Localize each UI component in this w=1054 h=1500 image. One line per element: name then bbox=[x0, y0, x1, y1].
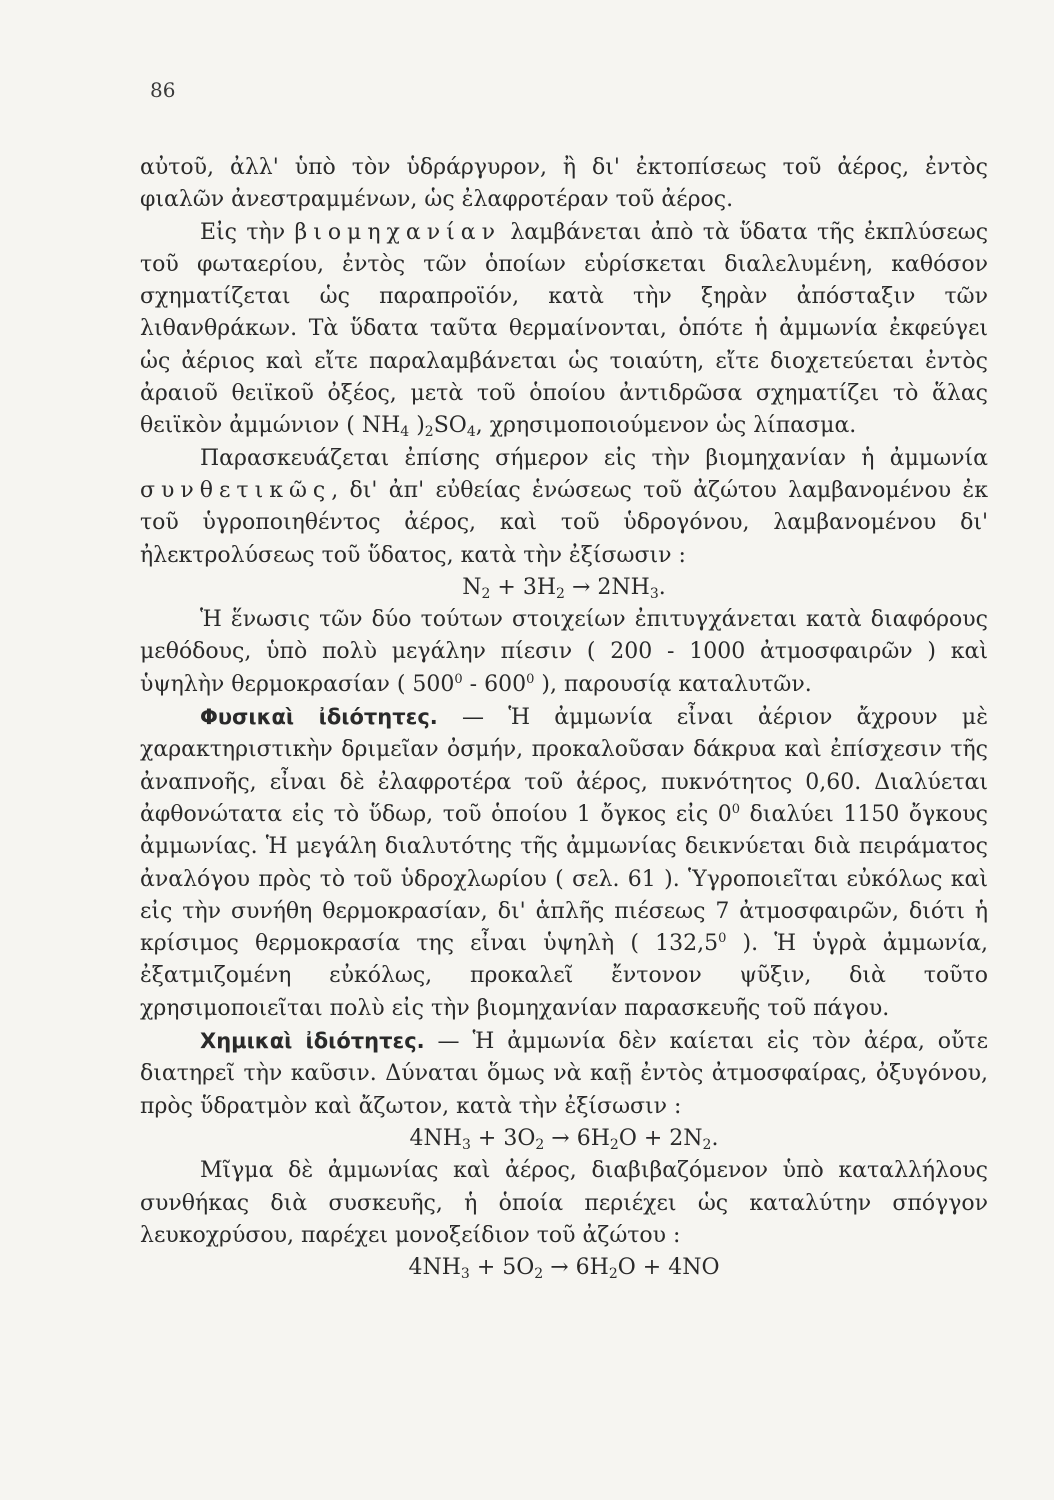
spaced-emphasis: βιομηχανίαν bbox=[294, 219, 501, 245]
spaced-emphasis: συνθετικῶς bbox=[140, 477, 332, 503]
page-body bbox=[140, 152, 988, 1284]
equation-ammonia-synthesis: $N_2 + 3H_2 \to 2NH_3$. bbox=[462, 574, 666, 602]
paragraph-chemical-properties: Χημικαὶ ἰδιότητες. — Ἡ ἀμμωνία δὲν καίεται εἰς τὸν ἀέρα, οὔτε διατηρεῖ τὴν καῦσιν. Δύναται ὅμως νὰ καῇ ἐντὸς ἀτμοσφαίρας, ὀξυγόνου, πρὸς ὕδρατμὸν καὶ ἄζωτον, κατὰ τὴν ἐξίσωσιν : bbox=[140, 1029, 988, 1119]
paragraph-industrial-production: Εἰς τὴν βιομηχανίαν λαμβάνεται ἀπὸ τὰ ὕδατα τῆς ἐκπλύσεως τοῦ φωταερίου, ἐντὸς τῶν ὁποίων εὑρίσκεται διαλελυμένη, καθόσον σχηματίζεται ὡς παραπροϊόν, κατὰ τὴν ξηρὰν ἀπόσταξιν τῶν λιθανθράκων. Τὰ ὕδατα ταῦτα θερμαίνονται, ὁπότε ἡ ἀμμωνία ἐκφεύγει ὡς ἀέριος καὶ εἴτε παραλαμβάνεται ὡς τοιαύτη, εἴτε διοχετεύεται ἐντὸς ἀραιοῦ θειϊκοῦ ὀξέος, μετὰ τοῦ ὁποίου ἀντιδρῶσα σχηματίζει τὸ ἅλας θειϊκὸν ἀμμώνιον ( $NH_4$ )$_2SO_4$, χρησιμοποιούμενον ὡς λίπασμα. bbox=[140, 219, 989, 441]
section-heading-physical: Φυσικαὶ ἰδιότητες. bbox=[200, 705, 438, 730]
paragraph-physical-properties: Φυσικαὶ ἰδιότητες. — Ἡ ἀμμωνία εἶναι ἀέριον ἄχρουν μὲ χαρακτηριστικὴν δριμεῖαν ὀσμήν, προκαλοῦσαν δάκρυα καὶ ἐπίσχεσιν τῆς ἀναπνοῆς, εἶναι δὲ ἐλαφροτέρα τοῦ ἀέρος, πυκνότητος 0,60. Διαλύεται ἀφθονώτατα εἰς τὸ ὕδωρ, τοῦ ὁποίου 1 ὄγκος εἰς $0^0$ διαλύει 1150 ὄγκους ἀμμωνίας. Ἡ μεγάλη διαλυτότης τῆς ἀμμωνίας δεικνύεται διὰ πειράματος ἀναλόγου πρὸς τὸ τοῦ ὑδροχλωρίου ( σελ. 61 ). Ὑγροποιεῖται εὐκόλως καὶ εἰς τὴν συνήθη θερμοκρασίαν, δι' ἁπλῆς πιέσεως 7 ἀτμοσφαιρῶν, διότι ἡ κρίσιμος θερμοκρασία της εἶναι ὑψηλὴ ( 132,5$^0$ ). Ἡ ὑγρὰ ἀμμωνία, ἐξατμιζομένη εὐκόλως, προκαλεῖ ἔντονον ψῦξιν, διὰ τοῦτο χρησιμοποιεῖται πολὺ εἰς τὴν βιομηχανίαν παρασκευῆς τοῦ πάγου. bbox=[140, 705, 989, 1021]
paragraph-continuation: αὐτοῦ, ἀλλ' ὑπὸ τὸν ὑδράργυρον, ἢ δι' ἐκτοπίσεως τοῦ ἀέρος, ἐντὸς φιαλῶν ἀνεστραμμένων, ὡς ἐλαφροτέραν τοῦ ἀέρος. bbox=[140, 155, 988, 213]
paragraph-synthetic-production: Παρασκευάζεται ἐπίσης σήμερον εἰς τὴν βιομηχανίαν ἡ ἀμμωνία συνθετικῶς, δι' ἀπ' εὐθείας ἑνώσεως τοῦ ἀζώτου λαμβανομένου ἐκ τοῦ ὑγροποιηθέντος ἀέρος, καὶ τοῦ ὑδρογόνου, λαμβανομένου δι' ἠλεκτρολύσεως τοῦ ὕδατος, κατὰ τὴν ἐξίσωσιν : bbox=[140, 445, 988, 568]
paragraph-catalytic-oxidation: Μῖγμα δὲ ἀμμωνίας καὶ ἀέρος, διαβιβαζόμενον ὑπὸ καταλλήλους συνθήκας διὰ συσκευῆς, ἡ ὁποία περιέχει ὡς καταλύτην σπόγγον λευκοχρύσου, παρέχει μονοξείδιον τοῦ ἀζώτου : bbox=[140, 1158, 988, 1248]
page-number: 86 bbox=[150, 78, 176, 102]
equation-ammonia-oxidation: $4NH_3 + 5O_2 \to 6H_2O + 4NO$ bbox=[408, 1255, 720, 1283]
paragraph-reaction-conditions: Ἡ ἕνωσις τῶν δύο τούτων στοιχείων ἐπιτυγχάνεται κατὰ διαφόρους μεθόδους, ὑπὸ πολὺ μεγάλην πίεσιν ( 200 - 1000 ἀτμοσφαιρῶν ) καὶ ὑψηλὴν θερμοκρασίαν ( $500^0 - 600^0$ ), παρουσίᾳ καταλυτῶν. bbox=[140, 607, 988, 697]
equation-ammonia-combustion: $4NH_3 + 3O_2 \to 6H_2O + 2N_2$. bbox=[409, 1125, 719, 1153]
section-heading-chemical: Χημικαὶ ἰδιότητες. bbox=[200, 1029, 425, 1054]
